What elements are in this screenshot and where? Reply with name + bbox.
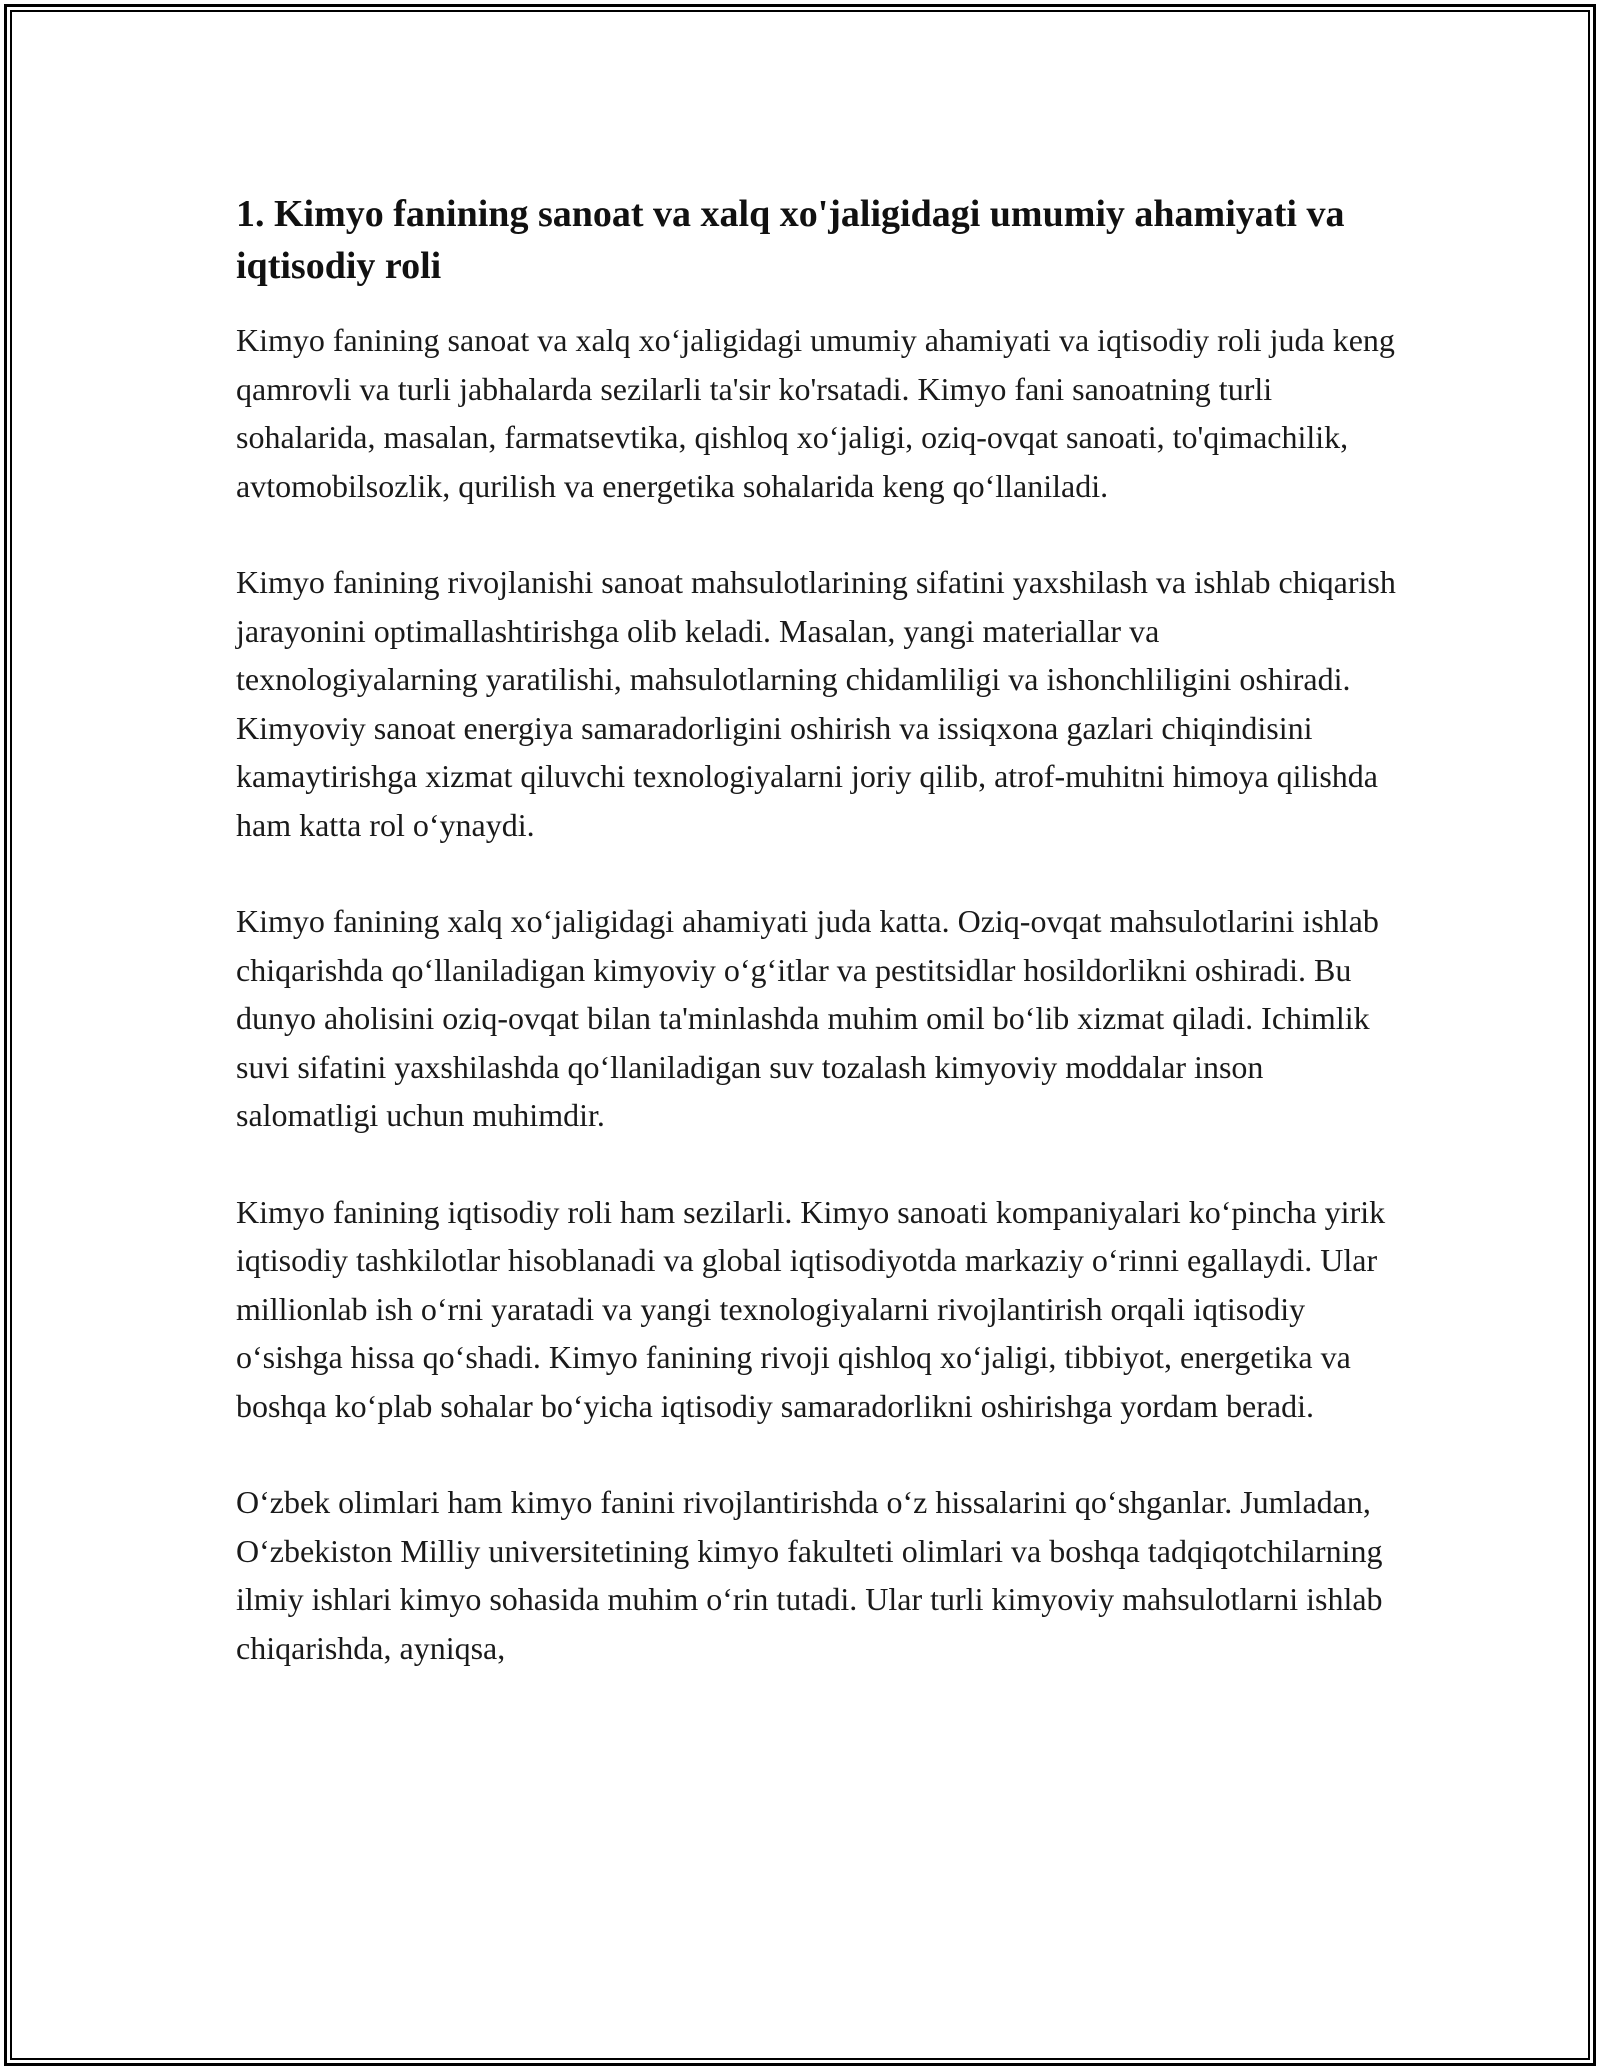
paragraph-1: Kimyo fanining sanoat va xalq xoʻjaligidagi umumiy ahamiyati va iqtisodiy roli juda keng qamrovli va turli jabhalarda sezilarli ta'sir ko'rsatadi. Kimyo fani sanoatning turli sohalarida, masalan, farmatsevtika, qishloq xoʻjaligi, oziq-ovqat sanoati, to'qimachilik, avtomobilsozlik, qurilish va energetika sohalarida keng qoʻllaniladi. — [236, 322, 1395, 504]
document-title: 1. Kimyo fanining sanoat va xalq xo'jaligidagi umumiy ahamiyati va iqtisodiy roli — [236, 193, 1345, 287]
paragraph-3: Kimyo fanining xalq xoʻjaligidagi ahamiyati juda katta. Oziq-ovqat mahsulotlarini ishlab chiqarishda qoʻllaniladigan kimyoviy oʻgʻitlar va pestitsidlar hosildorlikni oshiradi. Bu dunyo aholisini oziq-ovqat bilan ta'minlashda muhim omil boʻlib xizmat qiladi. Ichimlik suvi sifatini yaxshilashda qoʻllaniladigan suv tozalash kimyoviy moddalar inson salomatligi uchun muhimdir. — [236, 903, 1379, 1133]
document-body — [236, 188, 1396, 1720]
paragraph-4: Kimyo fanining iqtisodiy roli ham sezilarli. Kimyo sanoati kompaniyalari koʻpincha yirik iqtisodiy tashkilotlar hisoblanadi va global iqtisodiyotda markaziy oʻrinni egallaydi. Ular millionlab ish oʻrni yaratadi va yangi texnologiyalarni rivojlantirish orqali iqtisodiy oʻsishga hissa qoʻshadi. Kimyo fanining rivoji qishloq xoʻjaligi, tibbiyot, energetika va boshqa koʻplab sohalar boʻyicha iqtisodiy samaradorlikni oshirishga yordam beradi. — [236, 1193, 1386, 1424]
paragraph-5: Oʻzbek olimlari ham kimyo fanini rivojlantirishda oʻz hissalarini qoʻshganlar. Jumladan, Oʻzbekiston Milliy universitetining kimyo fakulteti olimlari va boshqa tadqiqotchilarning ilmiy ishlari kimyo sohasida muhim oʻrin tutadi. Ular turli kimyoviy mahsulotlarni ishlab chiqarishda, ayniqsa, — [236, 1484, 1383, 1666]
paragraph-2: Kimyo fanining rivojlanishi sanoat mahsulotlarining sifatini yaxshilash va ishlab chiqarish jarayonini optimallashtirishga olib keladi. Masalan, yangi materiallar va texnologiyalarning yaratilishi, mahsulotlarning chidamliligi va ishonchliligini oshiradi. Kimyoviy sanoat energiya samaradorligini oshirish va issiqxona gazlari chiqindisini kamaytirishga xizmat qiluvchi texnologiyalarni joriy qilib, atrof-muhitni himoya qilishda ham katta rol oʻynaydi. — [236, 564, 1396, 843]
